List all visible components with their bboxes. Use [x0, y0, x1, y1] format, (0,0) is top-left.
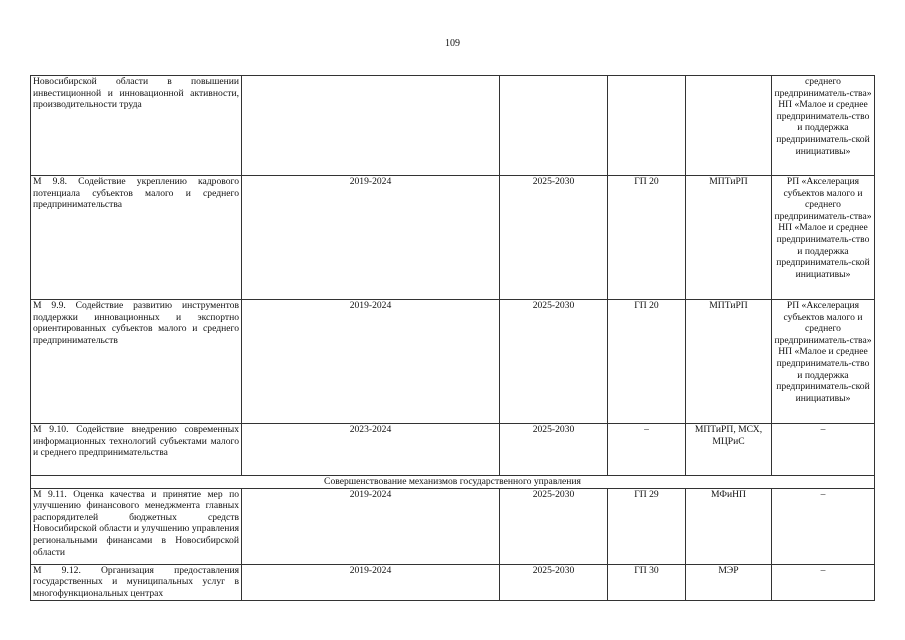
- project-cell: РП «Акселерация субъектов малого и среднего предприниматель-ства» НП «Малое и среднее предприниматель-ство и поддержка предприниматель-ской инициативы»: [772, 300, 875, 424]
- project-cell: среднего предприниматель-ства» НП «Малое и среднее предприниматель-ство и поддержка предприниматель-ской инициативы»: [772, 76, 875, 176]
- period-2025-cell: 2025-2030: [500, 488, 608, 564]
- period-2019-cell: [242, 76, 500, 176]
- page-number: 109: [445, 38, 460, 49]
- executor-cell: [686, 76, 772, 176]
- period-2019-cell: 2019-2024: [242, 300, 500, 424]
- executor-cell: МПТиРП: [686, 176, 772, 300]
- section-heading-row: [31, 476, 875, 489]
- program-cell: ГП 20: [608, 176, 686, 300]
- period-2025-cell: [500, 76, 608, 176]
- project-cell: –: [772, 564, 875, 600]
- executor-cell: МЭР: [686, 564, 772, 600]
- executor-cell: МПТиРП: [686, 300, 772, 424]
- period-2019-cell: 2019-2024: [242, 564, 500, 600]
- table-row: [31, 176, 875, 300]
- measure-cell: М 9.10. Содействие внедрению современных информационных технологий субъектами малого и среднего предпринимательства: [31, 424, 242, 476]
- period-2025-cell: 2025-2030: [500, 424, 608, 476]
- period-2025-cell: 2025-2030: [500, 176, 608, 300]
- period-2019-cell: 2019-2024: [242, 176, 500, 300]
- measures-table: [30, 75, 875, 601]
- measure-cell: [31, 564, 242, 600]
- executor-cell: МФиНП: [686, 488, 772, 564]
- measure-cell: М 9.9. Содействие развитию инструментов поддержки инновационных и экспортно ориентированных субъектов малого и среднего предпринимательств: [31, 300, 242, 424]
- project-cell: –: [772, 488, 875, 564]
- project-cell: –: [772, 424, 875, 476]
- measure-cell: М 9.8. Содействие укреплению кадрового потенциала субъектов малого и среднего предпринимательства: [31, 176, 242, 300]
- program-cell: [608, 76, 686, 176]
- table-row: [31, 424, 875, 476]
- table-row: [31, 300, 875, 424]
- measure-text: М 9.12. Организация предоставления государственных и муниципальных услуг в многофункциональных центрах: [33, 564, 239, 599]
- period-2025-cell: 2025-2030: [500, 300, 608, 424]
- table-row: [31, 488, 875, 564]
- measure-cell: М 9.11. Оценка качества и принятие мер по улучшению финансового менеджмента главных распорядителей бюджетных средств Новосибирской области и улучшению управления региональными финансами в Новосибирской области: [31, 488, 242, 564]
- program-cell: ГП 29: [608, 488, 686, 564]
- program-cell: ГП 30: [608, 564, 686, 600]
- program-cell: ГП 20: [608, 300, 686, 424]
- program-cell: –: [608, 424, 686, 476]
- table-row: [31, 564, 875, 600]
- table-row: [31, 76, 875, 176]
- section-heading: Совершенствование механизмов государственного управления: [31, 476, 875, 489]
- project-cell: РП «Акселерация субъектов малого и среднего предприниматель-ства» НП «Малое и среднее предприниматель-ство и поддержка предприниматель-ской инициативы»: [772, 176, 875, 300]
- period-2019-cell: 2023-2024: [242, 424, 500, 476]
- period-2025-cell: 2025-2030: [500, 564, 608, 600]
- measure-cell: Новосибирской области в повышении инвестиционной и инновационной активности, производительности труда: [31, 76, 242, 176]
- period-2019-cell: 2019-2024: [242, 488, 500, 564]
- executor-cell: МПТиРП, МСХ, МЦРиС: [686, 424, 772, 476]
